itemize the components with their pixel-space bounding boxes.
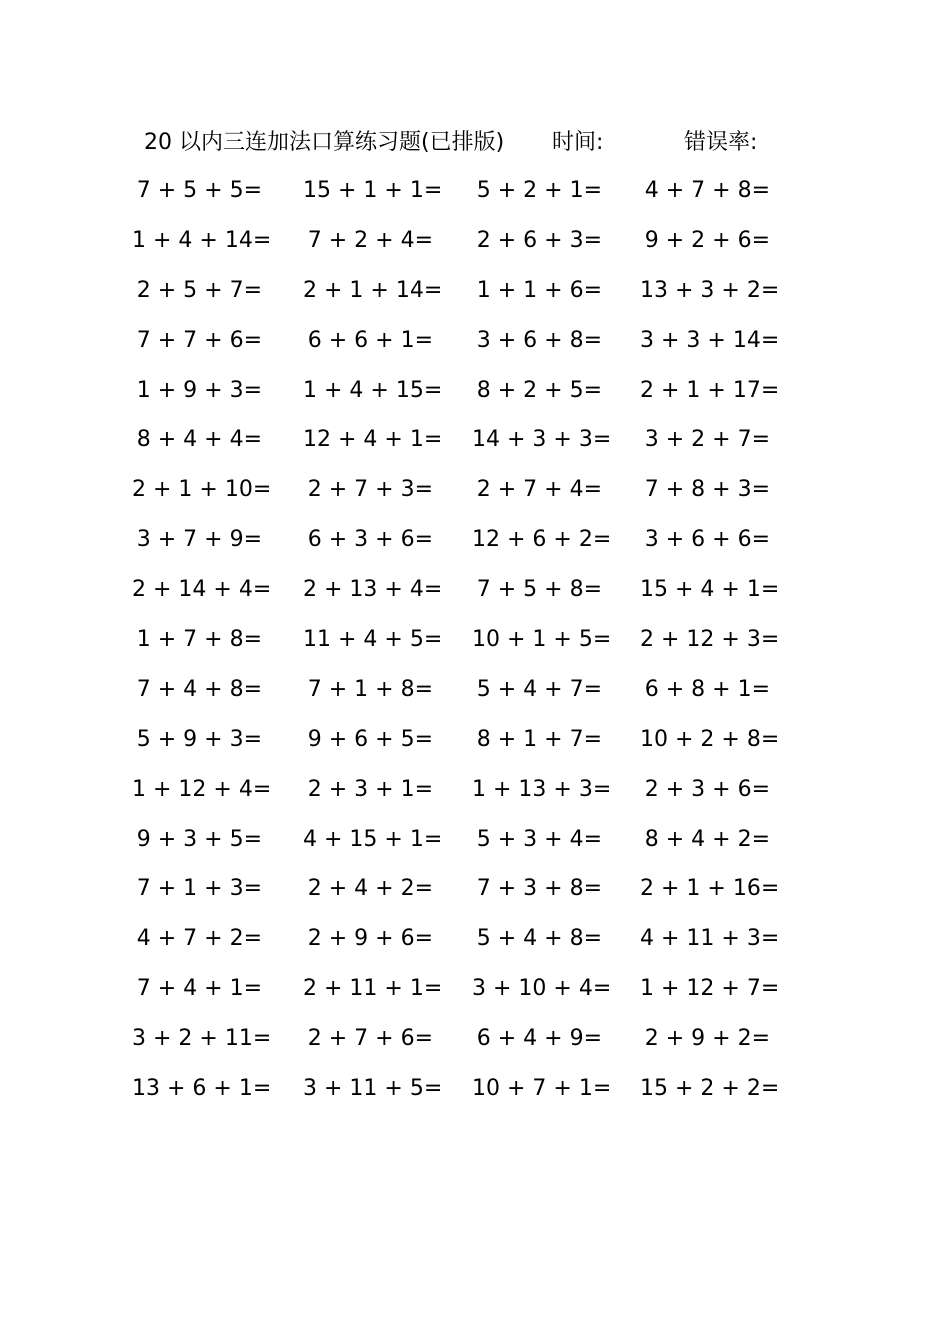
- problem-row: [136, 972, 790, 1022]
- problem-cell: 3 + 3 + 14=: [640, 327, 780, 353]
- problem-cell: 3 + 6 + 6=: [644, 527, 770, 553]
- problem-cell: 1 + 7 + 8=: [136, 627, 262, 653]
- problem-cell: 6 + 8 + 1=: [644, 676, 770, 702]
- problem-cell: 2 + 14 + 4=: [132, 577, 272, 603]
- error-rate-label: 错误率:: [684, 130, 758, 155]
- problem-cell: 1 + 12 + 4=: [132, 776, 272, 802]
- problem-cell: 10 + 1 + 5=: [472, 627, 612, 653]
- problem-row: [132, 473, 790, 523]
- problem-row: [132, 773, 790, 823]
- problem-row: [136, 374, 790, 424]
- problem-cell: 9 + 2 + 6=: [644, 227, 770, 253]
- problem-cell: 2 + 4 + 2=: [307, 876, 433, 902]
- problem-cell: 9 + 6 + 5=: [307, 726, 433, 752]
- time-label: 时间:: [552, 130, 604, 155]
- worksheet-title: 20 以内三连加法口算练习题(已排版): [144, 130, 505, 155]
- problem-cell: 12 + 4 + 1=: [303, 427, 443, 453]
- problem-cell: 8 + 1 + 7=: [476, 726, 602, 752]
- problem-cell: 7 + 5 + 8=: [476, 577, 602, 603]
- problem-row: [136, 922, 790, 972]
- problem-row: [136, 174, 790, 224]
- problem-cell: 2 + 11 + 1=: [303, 976, 443, 1002]
- problem-row: [136, 423, 790, 473]
- problem-cell: 2 + 5 + 7=: [136, 277, 262, 303]
- worksheet-header: [144, 126, 784, 160]
- problem-cell: 2 + 3 + 6=: [644, 776, 770, 802]
- problem-cell: 2 + 1 + 17=: [640, 377, 780, 403]
- problem-row: [136, 274, 790, 324]
- problem-cell: 15 + 1 + 1=: [303, 178, 443, 203]
- problem-cell: 7 + 2 + 4=: [307, 227, 433, 253]
- problem-cell: 7 + 4 + 1=: [136, 976, 262, 1002]
- problem-row: [136, 823, 790, 873]
- problem-cell: 1 + 1 + 6=: [476, 277, 602, 303]
- problem-cell: 15 + 4 + 1=: [640, 577, 780, 603]
- problem-cell: 2 + 7 + 3=: [307, 477, 433, 503]
- problem-cell: 11 + 4 + 5=: [303, 627, 443, 653]
- problem-cell: 7 + 8 + 3=: [644, 477, 770, 503]
- problem-grid: [132, 174, 790, 1122]
- problem-cell: 14 + 3 + 3=: [472, 427, 612, 453]
- problem-cell: 7 + 5 + 5=: [136, 178, 262, 203]
- problem-cell: 10 + 7 + 1=: [472, 1076, 612, 1102]
- problem-cell: 8 + 4 + 4=: [136, 427, 262, 453]
- problem-cell: 3 + 2 + 7=: [644, 427, 770, 453]
- problem-cell: 2 + 1 + 10=: [132, 477, 272, 503]
- problem-cell: 1 + 12 + 7=: [640, 976, 780, 1002]
- problem-cell: 1 + 4 + 14=: [132, 227, 272, 253]
- problem-cell: 6 + 4 + 9=: [476, 1026, 602, 1052]
- problem-cell: 4 + 11 + 3=: [640, 926, 780, 952]
- problem-cell: 2 + 1 + 16=: [640, 876, 780, 902]
- problem-cell: 13 + 6 + 1=: [132, 1076, 272, 1102]
- problem-row: [132, 1022, 790, 1072]
- problem-cell: 13 + 3 + 2=: [640, 277, 780, 303]
- problem-cell: 7 + 4 + 8=: [136, 676, 262, 702]
- problem-row: [136, 673, 790, 723]
- problem-cell: 4 + 15 + 1=: [303, 826, 443, 852]
- problem-cell: 1 + 13 + 3=: [472, 776, 612, 802]
- problem-cell: 15 + 2 + 2=: [640, 1076, 780, 1102]
- problem-cell: 2 + 9 + 6=: [307, 926, 433, 952]
- problem-cell: 9 + 3 + 5=: [136, 826, 262, 852]
- problem-cell: 2 + 3 + 1=: [307, 776, 433, 802]
- problem-cell: 7 + 1 + 8=: [307, 676, 433, 702]
- problem-cell: 6 + 3 + 6=: [307, 527, 433, 553]
- problem-cell: 2 + 6 + 3=: [476, 227, 602, 253]
- problem-cell: 12 + 6 + 2=: [472, 527, 612, 553]
- problem-cell: 8 + 4 + 2=: [644, 826, 770, 852]
- problem-cell: 1 + 4 + 15=: [303, 377, 443, 403]
- problem-row: [136, 623, 790, 673]
- problem-cell: 6 + 6 + 1=: [307, 327, 433, 353]
- problem-cell: 2 + 13 + 4=: [303, 577, 443, 603]
- problem-cell: 7 + 1 + 3=: [136, 876, 262, 902]
- problem-cell: 2 + 12 + 3=: [640, 627, 780, 653]
- problem-row: [132, 224, 790, 274]
- problem-cell: 5 + 3 + 4=: [476, 826, 602, 852]
- problem-cell: 1 + 9 + 3=: [136, 377, 262, 403]
- problem-cell: 8 + 2 + 5=: [476, 377, 602, 403]
- problem-row: [136, 723, 790, 773]
- problem-cell: 2 + 7 + 6=: [307, 1026, 433, 1052]
- problem-cell: 2 + 9 + 2=: [644, 1026, 770, 1052]
- problem-cell: 5 + 4 + 8=: [476, 926, 602, 952]
- problem-row: [136, 523, 790, 573]
- problem-cell: 3 + 10 + 4=: [472, 976, 612, 1002]
- problem-row: [136, 872, 790, 922]
- problem-cell: 5 + 4 + 7=: [476, 676, 602, 702]
- problem-cell: 4 + 7 + 8=: [644, 178, 770, 203]
- problem-cell: 4 + 7 + 2=: [136, 926, 262, 952]
- problem-cell: 2 + 1 + 14=: [303, 277, 443, 303]
- problem-cell: 7 + 3 + 8=: [476, 876, 602, 902]
- problem-cell: 3 + 11 + 5=: [303, 1076, 443, 1102]
- problem-cell: 10 + 2 + 8=: [640, 726, 780, 752]
- problem-cell: 5 + 9 + 3=: [136, 726, 262, 752]
- problem-cell: 5 + 2 + 1=: [476, 178, 602, 203]
- problem-row: [132, 1072, 790, 1122]
- problem-cell: 3 + 2 + 11=: [132, 1026, 272, 1052]
- problem-row: [136, 324, 790, 374]
- problem-row: [132, 573, 790, 623]
- problem-cell: 2 + 7 + 4=: [476, 477, 602, 503]
- problem-cell: 7 + 7 + 6=: [136, 327, 262, 353]
- problem-cell: 3 + 7 + 9=: [136, 527, 262, 553]
- problem-cell: 3 + 6 + 8=: [476, 327, 602, 353]
